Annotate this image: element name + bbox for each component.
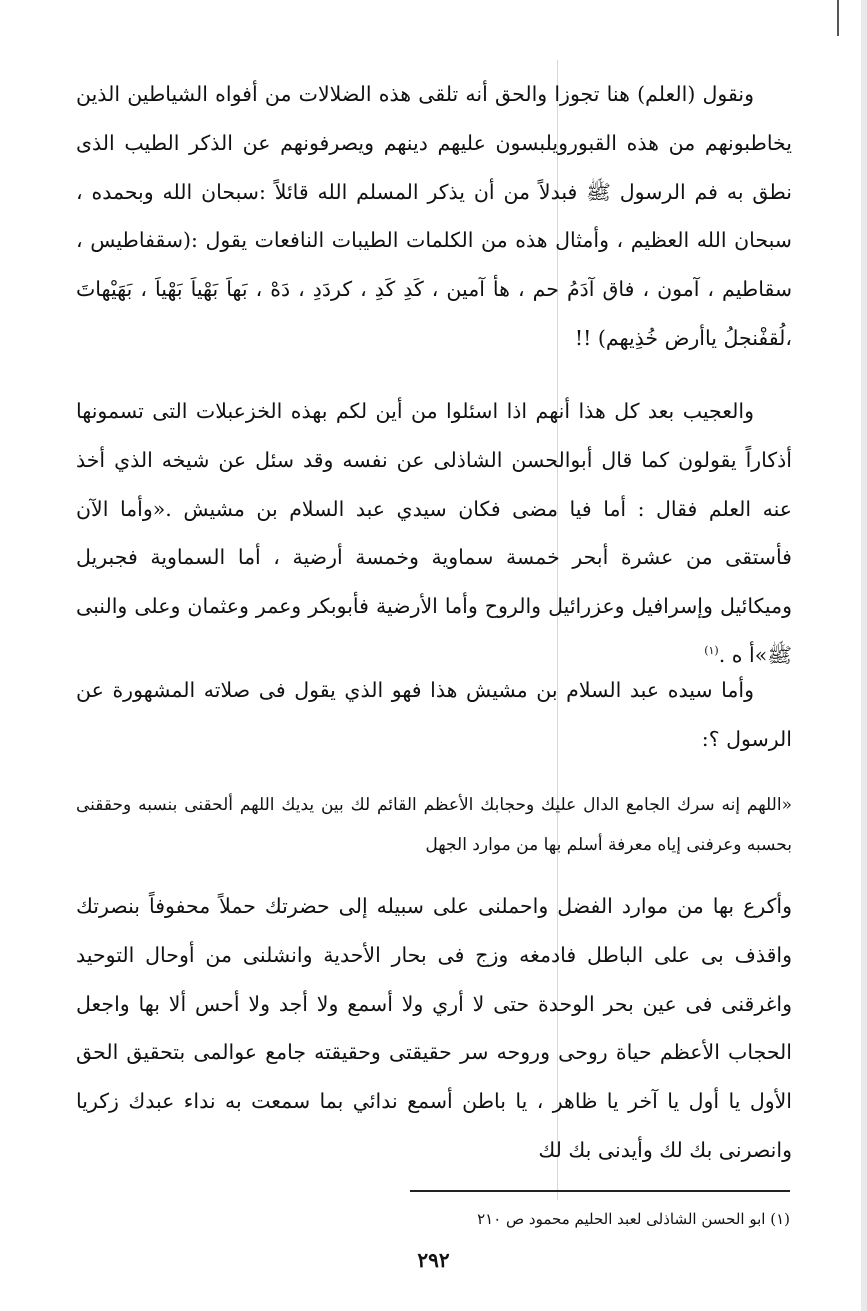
scan-edge	[861, 0, 867, 1311]
quotation-paragraph: «اللهم إنه سرك الجامع الدال عليك وحجابك الأعظم القائم لك بين يديك اللهم ألحقنى بنسبه وحققنى بحسبه وعرفنى إياه معرفة أسلم بها من موارد الجهل	[76, 795, 792, 855]
footnote: (١) ابو الحسن الشاذلى لعبد الحليم محمود ص ٢١٠	[477, 1210, 790, 1228]
footnote-reference: (١)	[704, 644, 719, 658]
page-number: ٢٩٢	[417, 1248, 450, 1272]
scan-mark	[837, 0, 839, 36]
paragraph-5: وأكرع بها من موارد الفضل واحملنى على سبيله إلى حضرتك حملاً محفوفاً بنصرتك واقذف بى على الباطل فادمغه وزج فى بحار الأحدية وانشلنى من أوحال التوحيد واغرقنى فى عين بحر الوحدة حتى لا أري ولا أسمع ولا أجد ولا أحس ألا بها واجعل الحجاب الأعظم حياة روحى وروحه سر حقيقتى وحقيقته جامع عوالمى بتحقيق الحق الأول يا أول يا آخر يا ظاهر ، يا باطن أسمع ندائي بما سمعت به نداء عبدك زكريا وانصرنى بك لك وأيدنى بك لك	[76, 894, 792, 1162]
paragraph-5-block	[76, 882, 792, 1175]
paragraph-1: ونقول (العلم) هنا تجوزا والحق أنه تلقى هذه الضلالات من أفواه الشياطين الذين يخاطبونهم من هذه القبورويلبسون عليهم دينهم ويصرفونهم عن الذكر الطيب الذى نطق به فم الرسول ﷺ فبدلاً من أن يذكر المسلم الله قائلاً :سبحان الله وبحمده ، سبحان الله العظيم ، وأمثال هذه من الكلمات الطيبات النافعات يقول :(سقفاطيس ، سقاطيم ، آمون ، فاق آدَمُ حم ، هأ آمين ، كَدِ كَدِ ، كردَدِ ، دَهْ ، بَهاَ بَهْياَ بَهْياَ ، بَهَيْهاتَ ،لُقفْنجلُ ياأرض خُذِيهم) !!	[76, 82, 792, 350]
paragraph-3: وأما سيده عبد السلام بن مشيش هذا فهو الذي يقول فى صلاته المشهورة عن الرسول ؟:	[76, 678, 792, 751]
paragraph-2: والعجيب بعد كل هذا أنهم اذا اسئلوا من أين لكم بهذه الخزعبلات التى تسمونها أذكاراً يقولون كما قال أبوالحسن الشاذلى عن نفسه وقد سئل عن شيخه الذي أخذ عنه العلم فقال : أما فيا مضى فكان سيدي عبد السلام بن مشيش .«وأما الآن فأستقى من عشرة أبحر خمسة سماوية وخمسة أرضية ، أما السماوية فجبريل وميكائيل وإسرافيل وعزرائيل والروح وأما الأرضية فأبوبكر وعمر وعثمان وعلى والنبى ﷺ»أ ه .	[76, 399, 792, 667]
paragraph-3-block	[76, 666, 792, 764]
paragraph-2-block	[76, 387, 792, 680]
footnote-separator	[410, 1190, 790, 1192]
paragraph-1-block	[76, 70, 792, 363]
quotation-block	[76, 785, 792, 865]
